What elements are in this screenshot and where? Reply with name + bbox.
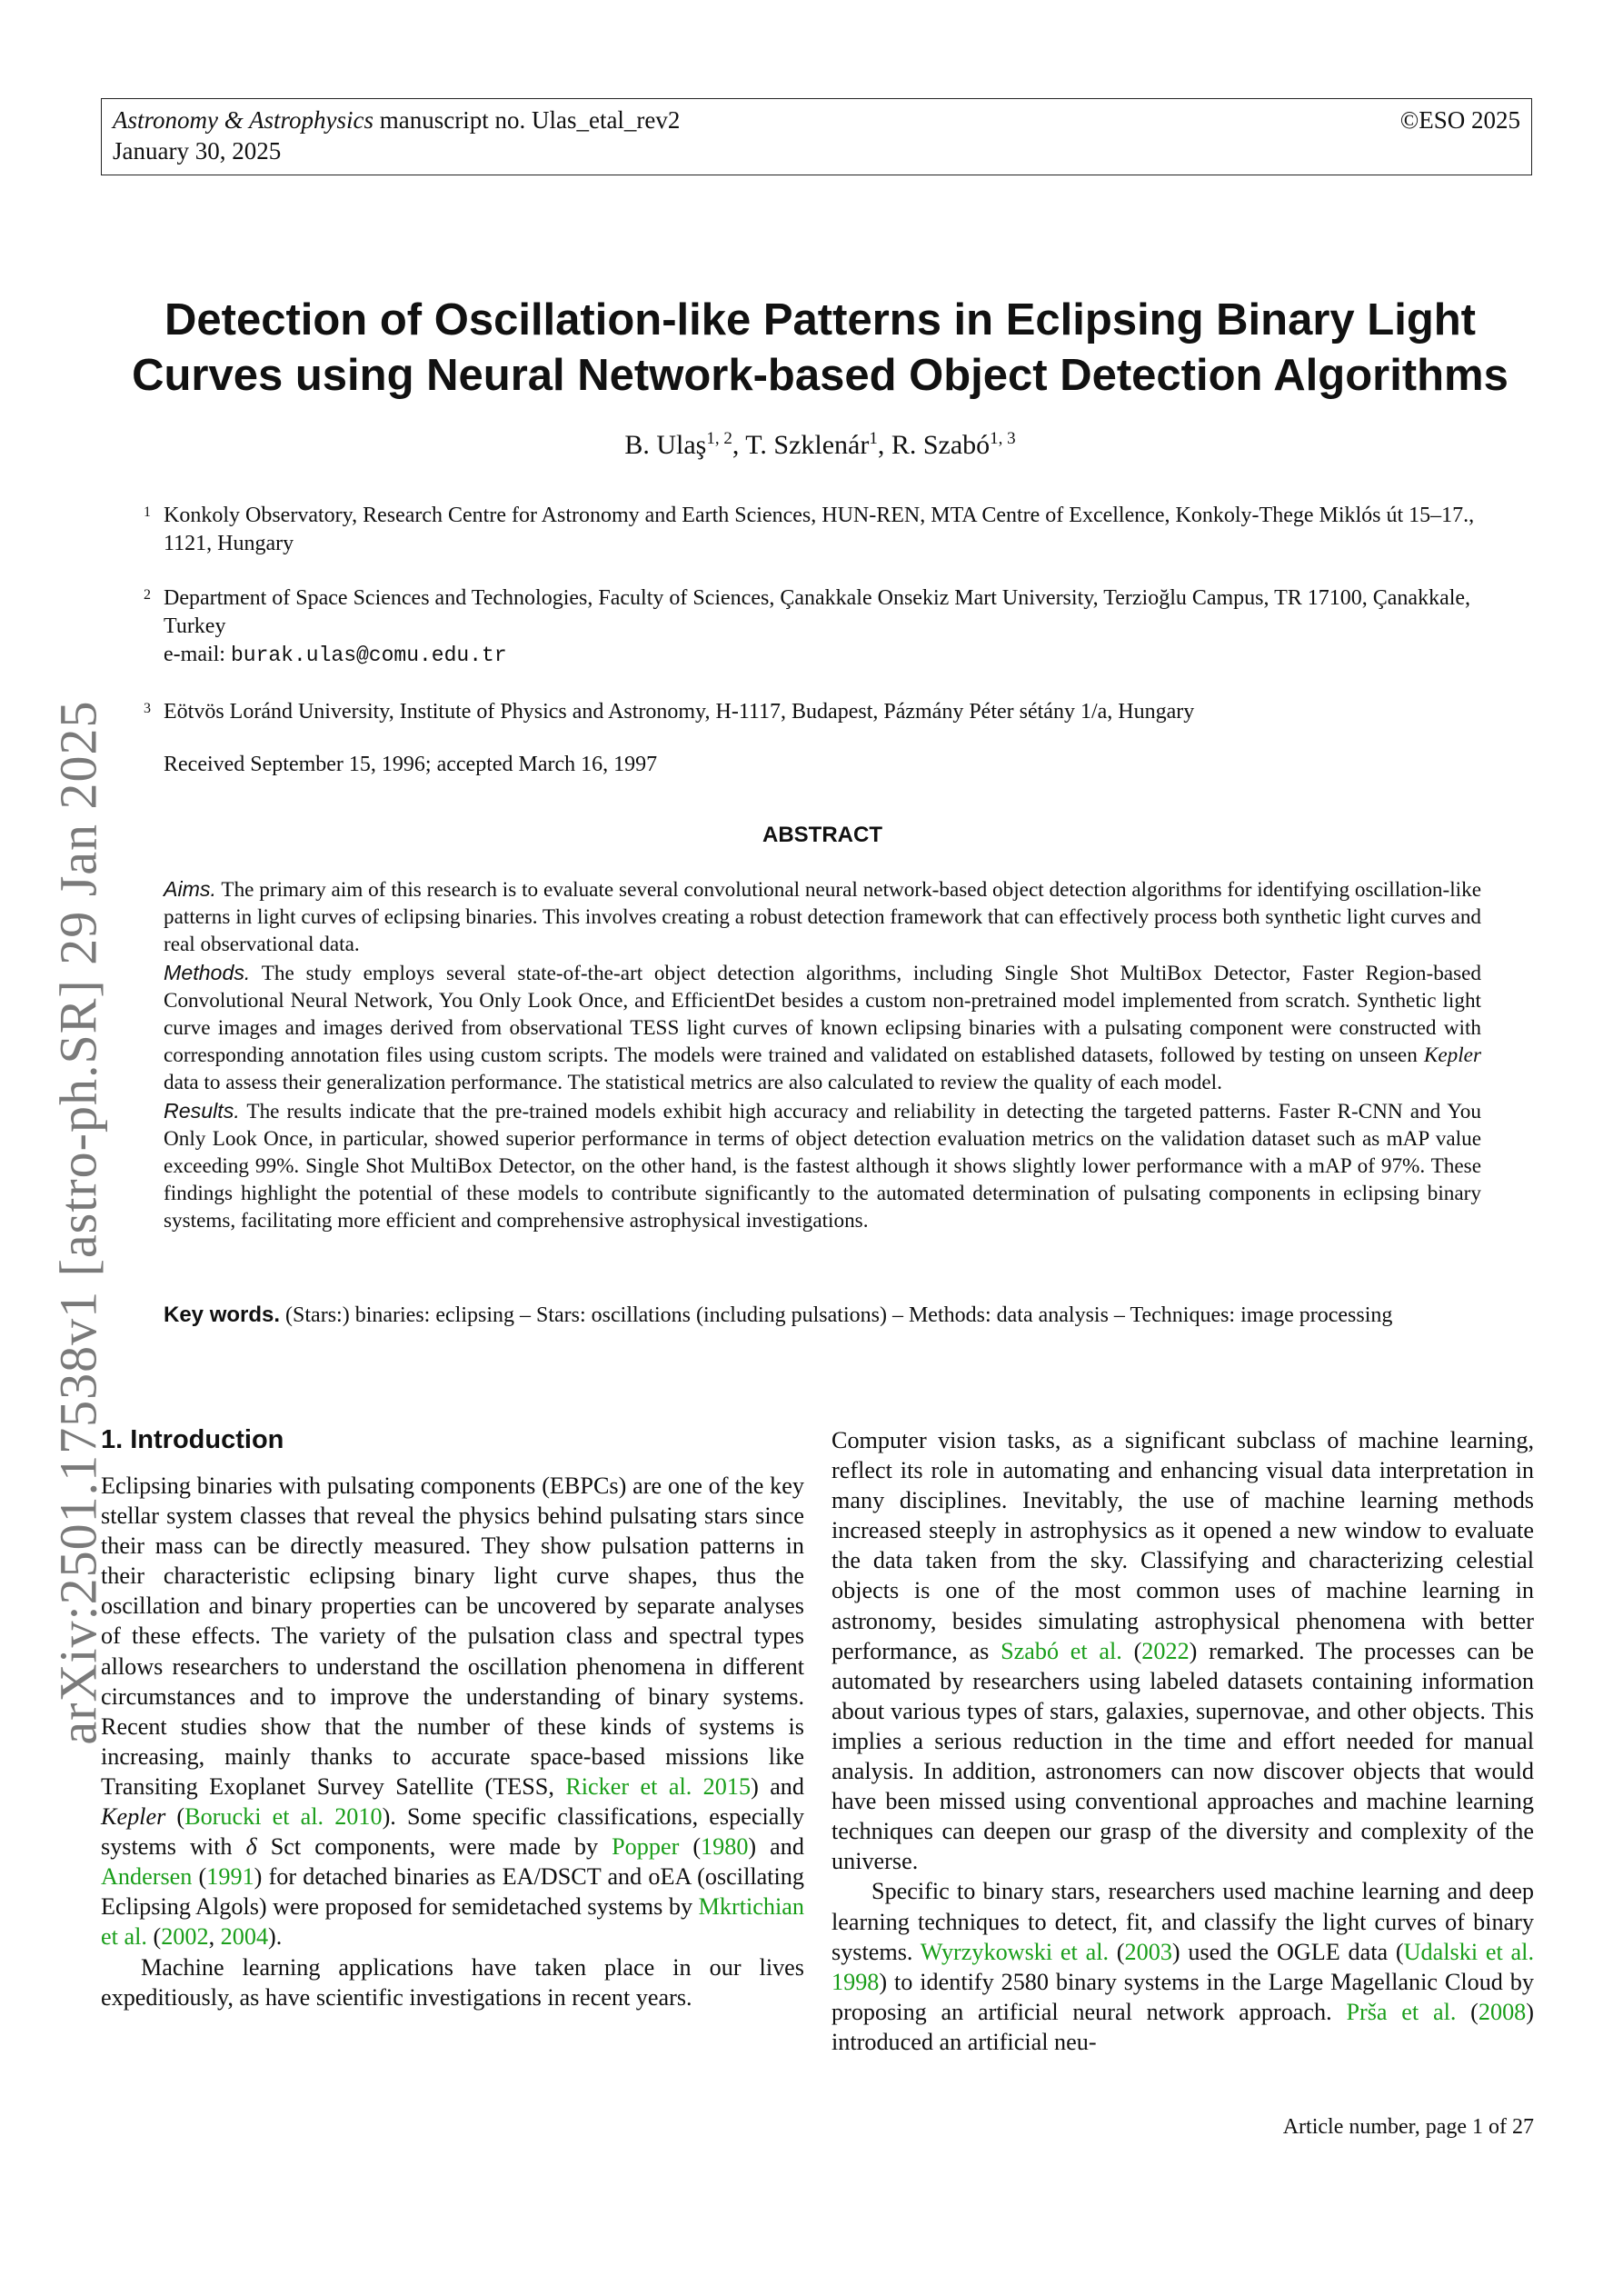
methods-text: The study employs several state-of-the-art object detection algorithms, including Single Shot MultiBox Detector, Faster Region-based Convolutional Neural Network, You Only Look Once, and EfficientDet besides a custom non-pretrained model implemented from scratch. Synthetic light curve images and images derived from observational TESS light curves of known eclipsing binaries with a pulsating component were constructed with corresponding annotation files using custom scripts. The models were trained and validated on established datasets, followed by testing on unseen bbox=[164, 961, 1481, 1068]
text-run: ) remarked. The processes can be automated by researchers using labeled datasets containing information about various types of stars, galaxies, supernovae, and other objects. This implies a serious reduction in the time and effort needed for manual analysis. In addition, astronomers can now discover objects that would have been missed using conventional approaches and machine learning techniques can deepen our grasp of the diversity and complexity of the universe. bbox=[831, 1637, 1534, 1875]
text-run: ( bbox=[679, 1833, 702, 1861]
text-run: ( bbox=[1121, 1637, 1142, 1664]
citation-link[interactable]: 1980 bbox=[701, 1833, 749, 1861]
manuscript-header bbox=[101, 98, 1532, 175]
text-run: ( bbox=[1109, 1938, 1125, 1965]
section-heading: 1. Introduction bbox=[101, 1425, 284, 1454]
delta-symbol: δ bbox=[245, 1833, 257, 1861]
text-run: Sct components, were made by bbox=[256, 1833, 612, 1861]
text-run: ( bbox=[1456, 1998, 1479, 2025]
affiliation-number: 3 bbox=[144, 701, 151, 716]
left-column bbox=[101, 1471, 804, 2012]
text-run: ) and bbox=[751, 1772, 804, 1800]
affiliation-1 bbox=[144, 502, 1481, 558]
received-line: Received September 15, 1996; accepted March 16, 1997 bbox=[164, 753, 658, 776]
affiliation-number: 2 bbox=[144, 587, 151, 603]
manuscript-line bbox=[113, 105, 1520, 135]
text-run: ). bbox=[268, 1923, 283, 1951]
mission-name: Kepler bbox=[101, 1803, 166, 1831]
intro-paragraph-2: Machine learning applications have taken place in our lives expeditiously, as have scientific investigations in recent years. bbox=[101, 1953, 804, 2011]
citation-link[interactable]: Popper bbox=[612, 1833, 680, 1861]
affiliation-text: Eötvös Loránd University, Institute of Physics and Astronomy, H-1117, Budapest, Pázmány Péter sétány 1/a, Hungary bbox=[164, 700, 1195, 724]
citation-link[interactable]: Andersen bbox=[101, 1863, 193, 1891]
intro-paragraph-1 bbox=[101, 1471, 804, 1952]
author-affil-marker: 1 bbox=[869, 429, 878, 448]
abstract-results bbox=[164, 1097, 1481, 1235]
right-column bbox=[831, 1425, 1534, 2057]
manuscript-date: January 30, 2025 bbox=[113, 137, 282, 165]
author-list: B. Ulaş$^{1, 2}$, T. Szklenár$^1$, R. Szabó$^{1, 3}$ bbox=[624, 429, 1016, 460]
abstract-body bbox=[164, 875, 1481, 1235]
text-run: Eclipsing binaries with pulsating components (EBPCs) are one of the key stellar system classes that reveal the physics behind pulsating stars since their mass can be directly measured. They show pulsation patterns in their characteristic eclipsing binary light curve shapes, thus the oscillation and binary properties can be uncovered by separate analyses of these effects. The variety of the pulsation class and spectral types allows researchers to understand the oscillation phenomena in different circumstances and to improve the understanding of binary systems. Recent studies show that the number of these kinds of systems is increasing, mainly thanks to accurate space-based missions like Transiting Exoplanet Survey Satellite (TESS, bbox=[101, 1472, 804, 1800]
affiliation-text: Konkoly Observatory, Research Centre for Astronomy and Earth Sciences, HUN-REN, MTA Centre of Excellence, Konkoly-Thege Miklós út 15–17., 1121, Hungary bbox=[164, 504, 1475, 555]
affiliation-2 bbox=[144, 584, 1481, 670]
text-run: ( bbox=[146, 1923, 162, 1951]
text-run: ) for detached binaries as EA/DSCT and oEA (oscillating Eclipsing Algols) were proposed for semidetached systems by bbox=[101, 1863, 804, 1921]
text-run: ( bbox=[165, 1803, 185, 1831]
citation-link[interactable]: 2003 bbox=[1124, 1938, 1172, 1965]
methods-label: Methods. bbox=[164, 960, 251, 984]
author-affil-marker: 1, 2 bbox=[706, 429, 732, 448]
copyright: ©ESO 2025 bbox=[1399, 106, 1520, 134]
text-run: ). Some specific classifications, especially systems with bbox=[101, 1803, 804, 1861]
text-run: ( bbox=[192, 1863, 207, 1891]
citation-link[interactable]: Szabó et al. bbox=[1001, 1637, 1122, 1664]
citation-link[interactable]: 2022 bbox=[1141, 1637, 1190, 1664]
citation-link[interactable]: Borucki et al. 2010 bbox=[184, 1803, 383, 1831]
citation-link[interactable]: Wyrzykowski et al. bbox=[920, 1938, 1110, 1965]
manuscript-number: manuscript no. Ulas_etal_rev2 bbox=[373, 106, 681, 134]
abstract-methods bbox=[164, 959, 1481, 1097]
affiliation-number: 1 bbox=[144, 504, 151, 520]
intro-paragraph-4 bbox=[831, 1876, 1534, 2057]
citation-link[interactable]: 2002 bbox=[161, 1923, 209, 1951]
author-name: R. Szabó bbox=[891, 430, 991, 460]
arxiv-identifier: arXiv:2501.17538v1 [astro-ph.SR] 29 Jan 2025 bbox=[48, 700, 108, 1745]
citation-link[interactable]: 1991 bbox=[206, 1863, 254, 1891]
page-footer: Article number, page 1 of 27 bbox=[1282, 2115, 1534, 2139]
journal-name: Astronomy & Astrophysics bbox=[113, 106, 373, 134]
text-run: ) used the OGLE data ( bbox=[1171, 1938, 1404, 1965]
citation-link[interactable]: 2004 bbox=[220, 1923, 269, 1951]
aims-label: Aims. bbox=[164, 877, 216, 901]
keywords bbox=[164, 1302, 1481, 1329]
email-label: e-mail: bbox=[164, 643, 231, 666]
text-run: Computer vision tasks, as a significant subclass of machine learning, reflect its role in automating and enhancing visual data interpretation in many disciplines. Inevitably, the use of machine learning methods increased steeply in astrophysics as it opened a new window to evaluate the data taken from the sky. Classifying and characterizing celestial objects is one of the most common uses of machine learning in astronomy, besides simulating astrophysical phenomena with better performance, as bbox=[831, 1427, 1534, 1664]
author-name: T. Szklenár bbox=[745, 430, 870, 460]
keywords-text: (Stars:) binaries: eclipsing – Stars: oscillations (including pulsations) – Methods: data analysis – Techniques: image processing bbox=[280, 1303, 1393, 1327]
results-label: Results. bbox=[164, 1098, 240, 1123]
results-text: The results indicate that the pre-trained models exhibit high accuracy and reliability in detecting the targeted patterns. Faster R-CNN and You Only Look Once, in particular, showed superior performance in terms of object detection evaluation metrics on the validation dataset such as mAP value exceeding 99%. Single Shot MultiBox Detector, on the other hand, is the fastest although it shows slightly lower performance with a mAP of 97%. These findings highlight the potential of these models to contribute significantly to the automated determination of pulsating components in eclipsing binary systems, facilitating more efficient and comprehensive astrophysical investigations. bbox=[164, 1099, 1481, 1233]
text-run: ) to identify 2580 binary systems in the Large Magellanic Cloud by proposing an artificial neural network approach. bbox=[831, 1968, 1534, 2025]
text-run: ) introduced an artificial neu- bbox=[831, 1998, 1534, 2055]
abstract-aims bbox=[164, 875, 1481, 959]
citation-link[interactable]: 2008 bbox=[1478, 1998, 1527, 2025]
author-affil-marker: 1, 3 bbox=[990, 429, 1016, 448]
intro-paragraph-3 bbox=[831, 1425, 1534, 1876]
author-name: B. Ulaş bbox=[624, 430, 707, 460]
affiliation-3 bbox=[144, 698, 1481, 726]
text-run: ) and bbox=[748, 1833, 804, 1861]
aims-text: The primary aim of this research is to evaluate several convolutional neural network-based object detection algorithms for identifying oscillation-like patterns in light curves of eclipsing binaries. This involves creating a robust detection framework that can effectively process both synthetic light curves and real observational data. bbox=[164, 878, 1481, 957]
text-run: , bbox=[208, 1923, 221, 1951]
abstract-heading: ABSTRACT bbox=[762, 823, 882, 847]
citation-link[interactable]: Mkrtichian et al. bbox=[101, 1893, 804, 1951]
keywords-label: Key words. bbox=[164, 1303, 281, 1327]
paper-title: Detection of Oscillation-like Patterns in Eclipsing Binary Light Curves using Neural Network-based Object Detection Algorithms bbox=[132, 295, 1508, 400]
text-run: Specific to binary stars, researchers used machine learning and deep learning techniques to detect, fit, and classify the light curves of binary systems. bbox=[831, 1878, 1534, 1965]
citation-link[interactable]: Prša et al. bbox=[1346, 1998, 1457, 2025]
citation-link[interactable]: Udalski et al. 1998 bbox=[831, 1938, 1534, 1995]
methods-kepler: Kepler bbox=[1423, 1043, 1481, 1068]
citation-link[interactable]: Ricker et al. 2015 bbox=[565, 1772, 752, 1800]
methods-text-end: data to assess their generalization performance. The statistical metrics are also calculated to review the quality of each model. bbox=[164, 1071, 1222, 1095]
affiliation-text: Department of Space Sciences and Technologies, Faculty of Sciences, Çanakkale Onsekiz Mart University, Terzioğlu Campus, TR 17100, Çanakkale, Turkey bbox=[164, 586, 1471, 638]
email-address: burak.ulas@comu.edu.tr bbox=[230, 644, 507, 667]
